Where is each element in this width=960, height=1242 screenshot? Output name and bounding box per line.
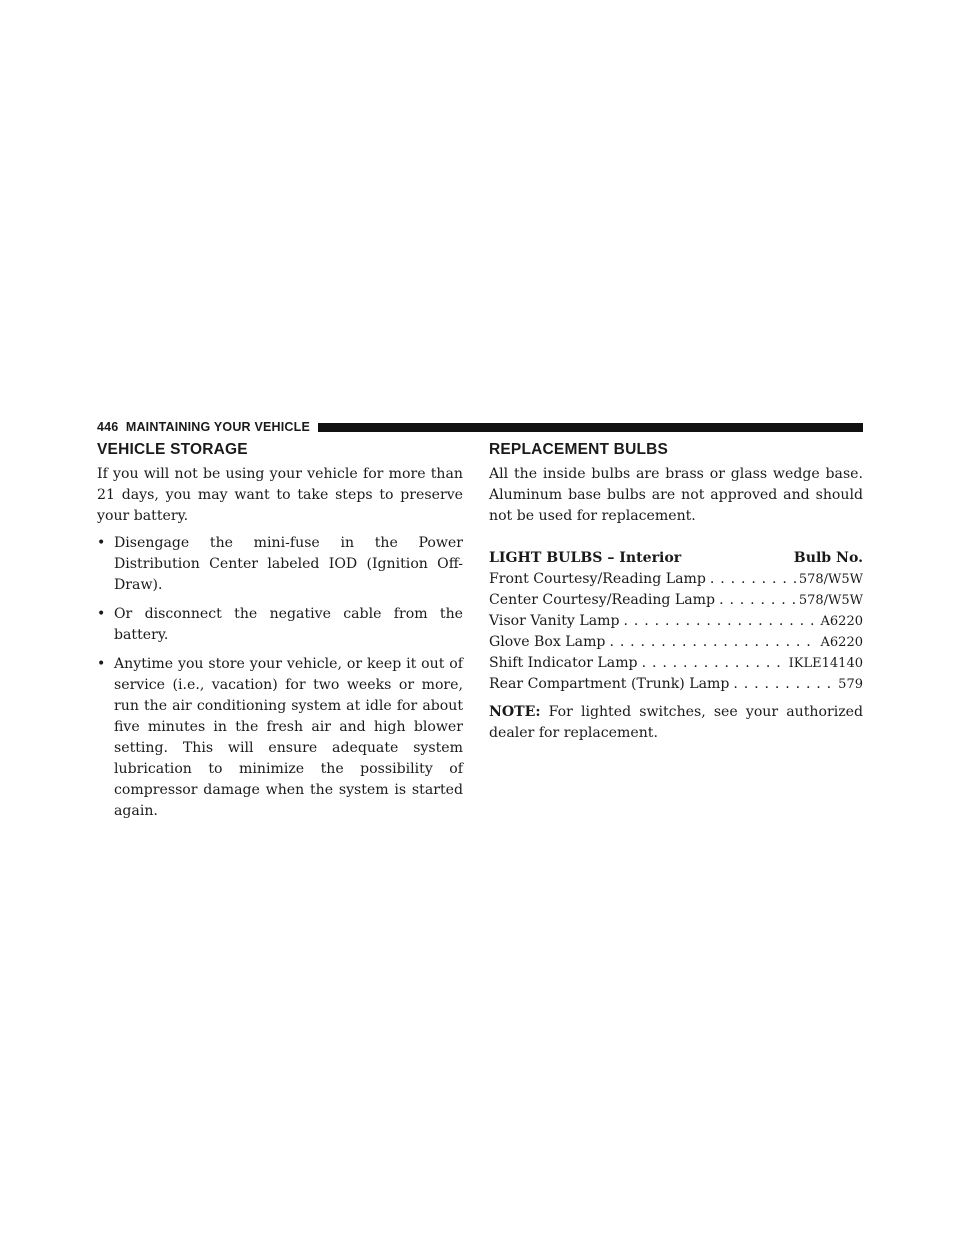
replacement-bulbs-intro: All the inside bulbs are brass or glass wedge base. Aluminum base bulbs are not approved and should not be used for replacement. bbox=[489, 466, 863, 524]
section-title: MAINTAINING YOUR VEHICLE bbox=[125, 420, 311, 434]
bulb-table-header-right: Bulb No. bbox=[793, 550, 863, 566]
list-item bbox=[97, 533, 463, 596]
vehicle-storage-section bbox=[97, 441, 463, 830]
bulb-number: A6220 bbox=[820, 614, 863, 629]
header-title bbox=[97, 420, 318, 434]
bulb-number: 578/W5W bbox=[798, 572, 863, 587]
bullet-icon: • bbox=[97, 535, 106, 551]
bulb-number: A6220 bbox=[820, 635, 863, 650]
list-item-text: Or disconnect the negative cable from the battery. bbox=[114, 606, 463, 643]
table-row bbox=[489, 590, 863, 611]
dot-leader bbox=[706, 569, 796, 590]
bulb-name: Center Courtesy/Reading Lamp bbox=[489, 592, 716, 608]
bulb-table-header-left: LIGHT BULBS – Interior bbox=[489, 550, 682, 566]
vehicle-storage-intro: If you will not be using your vehicle for more than 21 days, you may want to take steps to preserve your battery. bbox=[97, 466, 463, 524]
page-number: 446 bbox=[97, 420, 119, 434]
table-row bbox=[489, 674, 863, 695]
bullet-icon: • bbox=[97, 606, 106, 622]
replacement-bulbs-heading: REPLACEMENT BULBS bbox=[489, 441, 669, 458]
table-row bbox=[489, 653, 863, 674]
bulb-number: 578/W5W bbox=[798, 593, 863, 608]
bulb-name: Visor Vanity Lamp bbox=[489, 613, 620, 629]
bulb-name: Glove Box Lamp bbox=[489, 634, 606, 650]
list-item bbox=[97, 654, 463, 822]
list-item-text: Anytime you store your vehicle, or keep it out of service (i.e., vacation) for two weeks or more, run the air conditioning system at idle for about five minutes in the fresh air and high blower setting. This will ensure adequate system lubrication to minimize the possibility of compressor damage when the system is started again. bbox=[114, 656, 463, 819]
header-rule bbox=[318, 423, 863, 432]
dot-leader bbox=[638, 653, 786, 674]
storage-bullet-list bbox=[97, 533, 463, 822]
bullet-icon: • bbox=[97, 656, 106, 672]
note-text: For lighted switches, see your authorized dealer for replacement. bbox=[489, 704, 863, 741]
dot-leader bbox=[620, 611, 818, 632]
dot-leader bbox=[715, 590, 796, 611]
note-label: NOTE: bbox=[489, 704, 541, 720]
bulb-name: Shift Indicator Lamp bbox=[489, 655, 638, 671]
bulb-table-header bbox=[489, 548, 863, 569]
dot-leader bbox=[729, 674, 835, 695]
bulb-name: Front Courtesy/Reading Lamp bbox=[489, 571, 706, 587]
replacement-bulbs-section bbox=[489, 441, 863, 744]
bulb-number: IKLE14140 bbox=[788, 656, 863, 671]
page-header bbox=[97, 419, 863, 435]
bulb-number: 579 bbox=[838, 677, 863, 692]
dot-leader bbox=[605, 632, 817, 653]
list-item bbox=[97, 604, 463, 646]
vehicle-storage-heading: VEHICLE STORAGE bbox=[97, 441, 248, 458]
table-row bbox=[489, 569, 863, 590]
table-row bbox=[489, 632, 863, 653]
list-item-text: Disengage the mini-fuse in the Power Distribution Center labeled IOD (Ignition Off-Draw). bbox=[114, 535, 463, 593]
table-row bbox=[489, 611, 863, 632]
bulb-name: Rear Compartment (Trunk) Lamp bbox=[489, 676, 730, 692]
note-paragraph bbox=[489, 702, 863, 744]
